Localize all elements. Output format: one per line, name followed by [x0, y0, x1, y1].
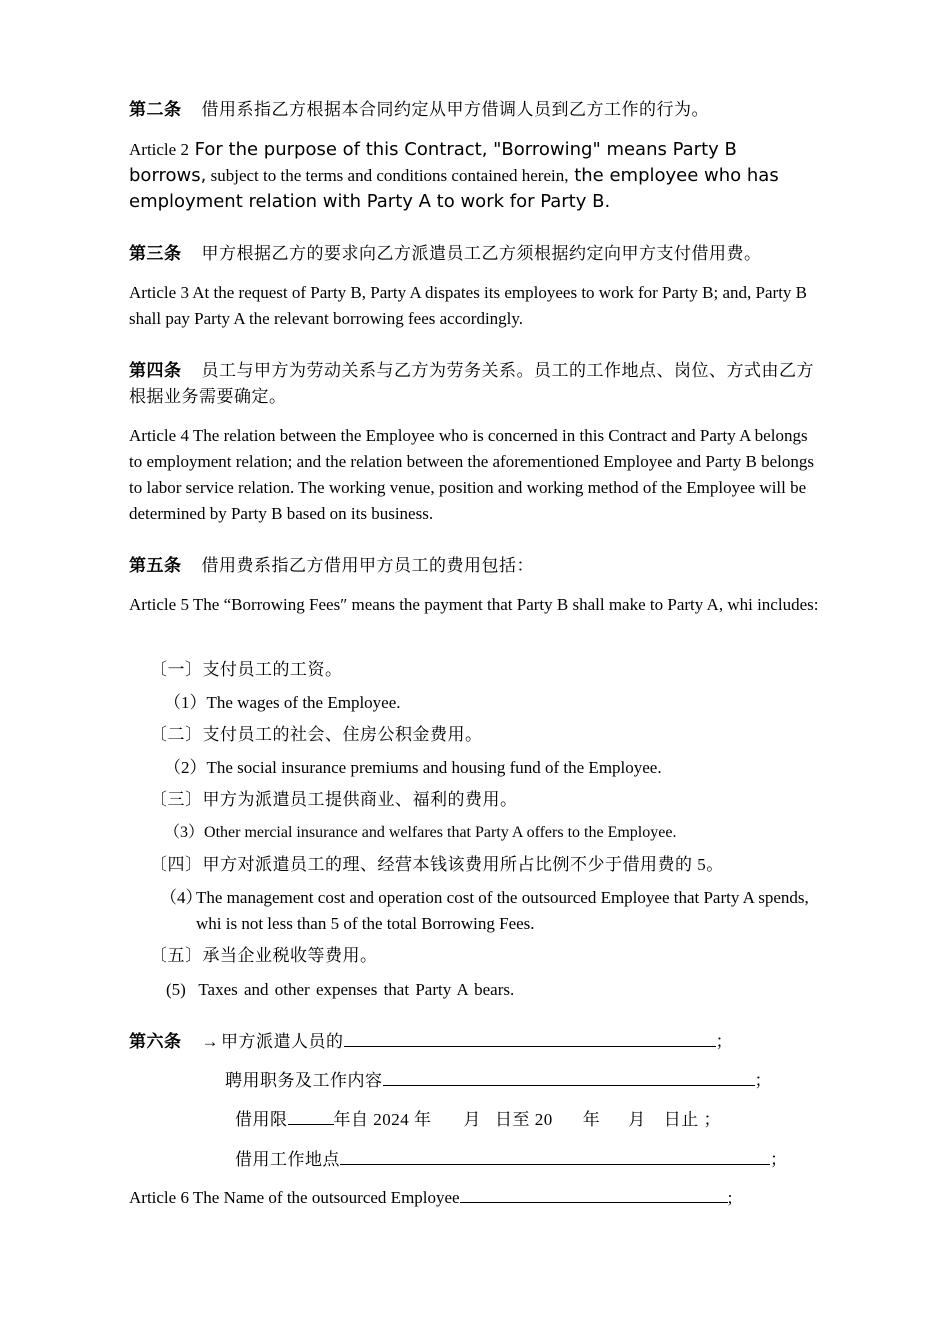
employee-name-blank[interactable] — [344, 1028, 716, 1047]
article-5-english: Article 5 The “Borrowing Fees″ means the payment that Party B shall make to Party A, whi includes: — [129, 595, 819, 614]
article-4-english: Article 4 The relation between the Employee who is concerned in this Contract and Party A belongs to employment relation; and the relation between the aforementioned Employee and Party B belongs to labor service relation. The working venue, position and working method of the Employee will be determined by Party B based on its business. — [129, 426, 814, 523]
arrow-icon: → — [201, 1032, 219, 1051]
fee-item-4-en: （4） The management cost and operation cost of the outsourced Employee that Party A spends, whi is not less than 5 of the total Borrowing Fees. — [160, 888, 809, 933]
period-blank[interactable] — [288, 1106, 334, 1125]
article-3-cn-text: 甲方根据乙方的要求向乙方派遣员工乙方须根据约定向甲方支付借用费。 — [201, 244, 762, 263]
fee-item-1-en: （1）The wages of the Employee. — [164, 693, 401, 712]
article-6-cn-heading: 第六条 — [129, 1032, 182, 1051]
article-5-chinese — [129, 553, 829, 579]
article-5-cn-text: 借用费系指乙方借用甲方员工的费用包括： — [201, 556, 534, 575]
article-5-cn-heading: 第五条 — [129, 556, 182, 575]
article-2-cn-text: 借用系指乙方根据本合同约定从甲方借调人员到乙方工作的行为。 — [201, 100, 709, 119]
fee-item-4-cn: 〔四〕甲方对派遣员工的理、经营本钱该费用所占比例不少于借用费的 5。 — [150, 855, 724, 874]
fee-item-3-cn: 〔三〕甲方为派遣员工提供商业、福利的费用。 — [150, 790, 518, 809]
fee-item-5-en: (5) Taxes and other expenses that Party A bears. — [166, 980, 515, 999]
article-4-chinese — [129, 358, 824, 410]
article-4-cn-heading: 第四条 — [129, 361, 182, 380]
employee-name-en-blank[interactable] — [460, 1184, 728, 1203]
article-3-chinese — [129, 241, 829, 267]
article-3-cn-heading: 第三条 — [129, 244, 182, 263]
article-2-en-text-c: the employee who has employment relation with Party A to work for Party B. — [129, 165, 779, 212]
article-2-chinese — [129, 97, 829, 123]
article-2-en-text-b: subject to the terms and conditions contained herein, — [206, 166, 569, 185]
article-2-en-text-a: For the purpose of this Contract, "Borrowing" means Party B borrows, — [129, 139, 737, 186]
article-2-english — [129, 137, 819, 215]
article-6-line-2: 聘用职务及工作内容 ； — [225, 1067, 772, 1094]
article-6-line-4: 借用工作地点 ； — [235, 1146, 788, 1173]
article-2-cn-heading: 第二条 — [129, 100, 182, 119]
fee-item-1-cn: 〔一〕支付员工的工资。 — [150, 660, 343, 679]
fee-item-5-cn: 〔五〕承当企业税收等费用。 — [150, 946, 378, 965]
article-3-english: Article 3 At the request of Party B, Party A dispates its employees to work for Party B; and, Party B shall pay Party A the relevant borrowing fees accordingly. — [129, 283, 808, 328]
article-6-english: Article 6 The Name of the outsourced Employee ; — [129, 1184, 732, 1211]
work-location-blank[interactable] — [340, 1146, 770, 1165]
position-blank[interactable] — [383, 1067, 755, 1086]
article-2-en-label: Article 2 — [129, 140, 189, 159]
fee-item-3-en: （3）Other mercial insurance and welfares that Party A offers to the Employee. — [164, 824, 677, 841]
article-6-line-3: 借用限 年自 2024 年 月 日至 20 年 月 日止 ； — [235, 1106, 721, 1133]
article-6-line-1: 第六条 → 甲方派遣人员的 ； — [129, 1028, 733, 1055]
fee-item-2-en: （2）The social insurance premiums and housing fund of the Employee. — [164, 758, 662, 777]
fee-item-2-cn: 〔二〕支付员工的社会、住房公积金费用。 — [150, 725, 483, 744]
article-4-cn-text: 员工与甲方为劳动关系与乙方为劳务关系。员工的工作地点、岗位、方式由乙方根据业务需要确定。 — [129, 361, 814, 406]
